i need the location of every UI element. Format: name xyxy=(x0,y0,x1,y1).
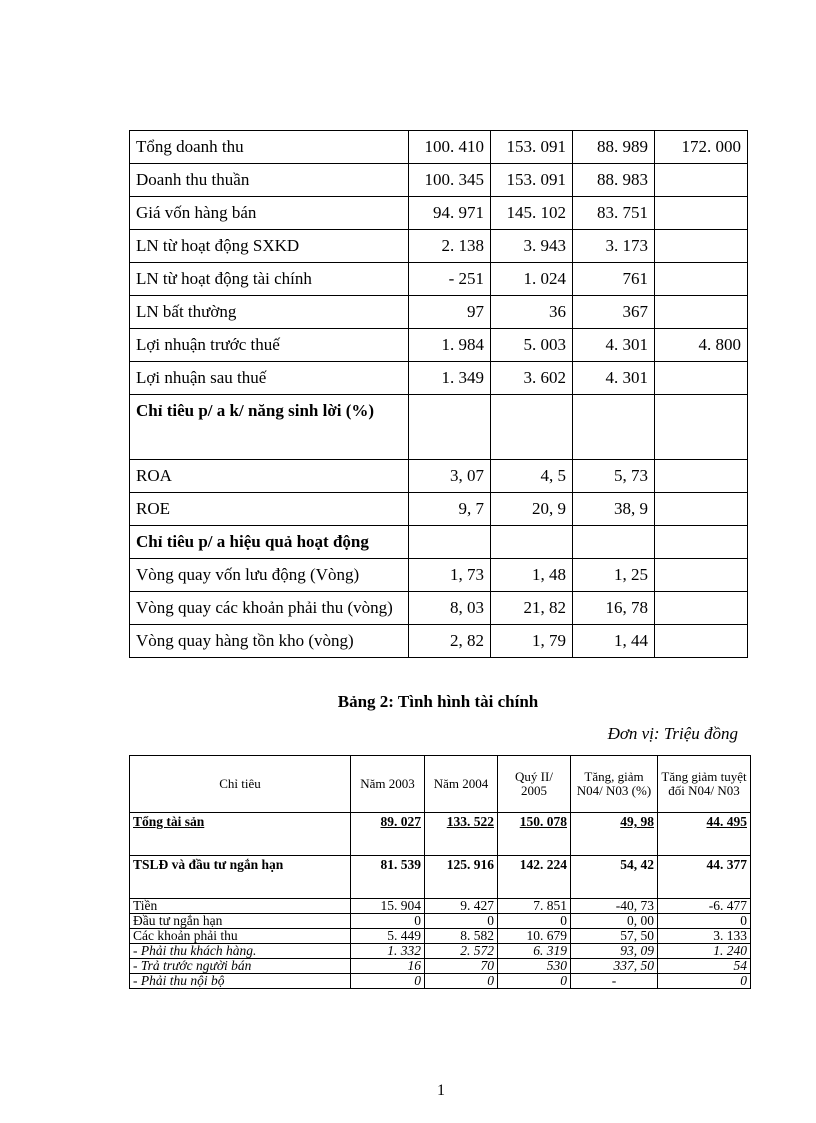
cell-2003: 15. 904 xyxy=(351,899,425,914)
cell-pct-change: 54, 42 xyxy=(571,856,658,899)
cell-plan xyxy=(655,230,748,263)
cell-2004: 9. 427 xyxy=(425,899,498,914)
cell-2004: 0 xyxy=(425,974,498,989)
cell-2005: 367 xyxy=(573,296,655,329)
cell-2003: 81. 539 xyxy=(351,856,425,899)
cell-2004: 0 xyxy=(425,914,498,929)
cell-plan xyxy=(655,362,748,395)
cell-2003: 100. 345 xyxy=(409,164,491,197)
table-row xyxy=(130,493,748,526)
cell-2003: 1. 984 xyxy=(409,329,491,362)
row-label: Tổng tài sản xyxy=(130,813,351,856)
table-row xyxy=(130,899,751,914)
cell-2004: 36 xyxy=(491,296,573,329)
cell-2005: 5, 73 xyxy=(573,460,655,493)
cell-plan xyxy=(655,395,748,460)
cell-plan xyxy=(655,526,748,559)
cell-q2-2005: 7. 851 xyxy=(498,899,571,914)
cell-2003: 2, 82 xyxy=(409,625,491,658)
table-row xyxy=(130,164,748,197)
cell-q2-2005: 10. 679 xyxy=(498,929,571,944)
cell-plan xyxy=(655,263,748,296)
row-label: Lợi nhuận sau thuế xyxy=(130,362,409,395)
cell-2003: 8, 03 xyxy=(409,592,491,625)
cell-2003 xyxy=(409,395,491,460)
table-row xyxy=(130,329,748,362)
table-row xyxy=(130,929,751,944)
cell-plan xyxy=(655,625,748,658)
financial-status-table xyxy=(129,755,751,989)
cell-q2-2005: 530 xyxy=(498,959,571,974)
table-row xyxy=(130,296,748,329)
cell-plan: 172. 000 xyxy=(655,131,748,164)
cell-plan xyxy=(655,296,748,329)
section-label: Chỉ tiêu p/ a hiệu quả hoạt động xyxy=(130,526,409,559)
cell-2005: 88. 989 xyxy=(573,131,655,164)
table-row xyxy=(130,944,751,959)
cell-2005: 38, 9 xyxy=(573,493,655,526)
cell-2003: 100. 410 xyxy=(409,131,491,164)
cell-q2-2005: 6. 319 xyxy=(498,944,571,959)
cell-plan xyxy=(655,460,748,493)
table-row xyxy=(130,230,748,263)
row-label: LN từ hoạt động tài chính xyxy=(130,263,409,296)
cell-2005: 761 xyxy=(573,263,655,296)
cell-2003: 94. 971 xyxy=(409,197,491,230)
cell-plan xyxy=(655,197,748,230)
table-row xyxy=(130,197,748,230)
table-caption: Bảng 2: Tình hình tài chính xyxy=(337,692,539,711)
cell-2004: 145. 102 xyxy=(491,197,573,230)
cell-2003: 9, 7 xyxy=(409,493,491,526)
table-row xyxy=(130,362,748,395)
cell-2004 xyxy=(491,395,573,460)
header-cell: Tăng, giảm N04/ N03 (%) xyxy=(571,756,658,813)
row-label: ROE xyxy=(130,493,409,526)
cell-2003: 3, 07 xyxy=(409,460,491,493)
cell-abs-change: 3. 133 xyxy=(658,929,751,944)
row-label: - Phải thu nội bộ xyxy=(130,974,351,989)
cell-abs-change: -6. 477 xyxy=(658,899,751,914)
cell-q2-2005: 0 xyxy=(498,914,571,929)
cell-plan: 4. 800 xyxy=(655,329,748,362)
cell-abs-change: 1. 240 xyxy=(658,944,751,959)
cell-2005 xyxy=(573,395,655,460)
row-label: - Phải thu khách hàng. xyxy=(130,944,351,959)
cell-pct-change: 337, 50 xyxy=(571,959,658,974)
cell-2003: 1. 349 xyxy=(409,362,491,395)
table-row xyxy=(130,974,751,989)
cell-2005: 3. 173 xyxy=(573,230,655,263)
cell-2004: 3. 602 xyxy=(491,362,573,395)
cell-pct-change: - xyxy=(571,974,658,989)
table-row xyxy=(130,460,748,493)
cell-2003: 0 xyxy=(351,974,425,989)
table-row xyxy=(130,131,748,164)
cell-plan xyxy=(655,164,748,197)
cell-abs-change: 44. 495 xyxy=(658,813,751,856)
cell-q2-2005: 0 xyxy=(498,974,571,989)
cell-2004: 1, 79 xyxy=(491,625,573,658)
cell-2003: 0 xyxy=(351,914,425,929)
row-label: Giá vốn hàng bán xyxy=(130,197,409,230)
cell-2004: 8. 582 xyxy=(425,929,498,944)
cell-plan xyxy=(655,559,748,592)
unit-label: Đơn vị: Triệu đồng xyxy=(607,724,738,743)
cell-2004: 70 xyxy=(425,959,498,974)
cell-q2-2005: 142. 224 xyxy=(498,856,571,899)
cell-2005 xyxy=(573,526,655,559)
cell-2004: 4, 5 xyxy=(491,460,573,493)
cell-2004: 133. 522 xyxy=(425,813,498,856)
cell-2004 xyxy=(491,526,573,559)
header-cell: Chỉ tiêu xyxy=(130,756,351,813)
table-row xyxy=(130,625,748,658)
cell-2005: 1, 44 xyxy=(573,625,655,658)
row-label: Vòng quay các khoản phải thu (vòng) xyxy=(130,592,409,625)
cell-abs-change: 0 xyxy=(658,974,751,989)
cell-2003: 89. 027 xyxy=(351,813,425,856)
cell-pct-change: 93, 09 xyxy=(571,944,658,959)
cell-2004: 1, 48 xyxy=(491,559,573,592)
cell-2004: 1. 024 xyxy=(491,263,573,296)
table-row xyxy=(130,592,748,625)
cell-2004: 21, 82 xyxy=(491,592,573,625)
table-row xyxy=(130,856,751,899)
cell-2003: 97 xyxy=(409,296,491,329)
row-label: Các khoản phải thu xyxy=(130,929,351,944)
row-label: - Trả trước người bán xyxy=(130,959,351,974)
row-label: Vòng quay vốn lưu động (Vòng) xyxy=(130,559,409,592)
cell-pct-change: 49, 98 xyxy=(571,813,658,856)
row-label: Đầu tư ngắn hạn xyxy=(130,914,351,929)
page-number: 1 xyxy=(437,1082,445,1099)
row-label: Tổng doanh thu xyxy=(130,131,409,164)
cell-q2-2005: 150. 078 xyxy=(498,813,571,856)
row-label: Lợi nhuận trước thuế xyxy=(130,329,409,362)
table-row xyxy=(130,959,751,974)
cell-2005: 16, 78 xyxy=(573,592,655,625)
header-cell: Quý II/ 2005 xyxy=(498,756,571,813)
section-row xyxy=(130,526,748,559)
cell-2003: - 251 xyxy=(409,263,491,296)
section-label: Chỉ tiêu p/ a k/ năng sinh lời (%) xyxy=(130,395,409,460)
cell-2004: 153. 091 xyxy=(491,164,573,197)
income-table xyxy=(129,130,748,658)
cell-plan xyxy=(655,592,748,625)
table-row xyxy=(130,559,748,592)
section-row xyxy=(130,395,748,460)
cell-2004: 20, 9 xyxy=(491,493,573,526)
cell-2005: 4. 301 xyxy=(573,362,655,395)
cell-2005: 4. 301 xyxy=(573,329,655,362)
cell-2005: 88. 983 xyxy=(573,164,655,197)
cell-2003: 16 xyxy=(351,959,425,974)
cell-2004: 153. 091 xyxy=(491,131,573,164)
cell-pct-change: -40, 73 xyxy=(571,899,658,914)
cell-2003: 5. 449 xyxy=(351,929,425,944)
cell-abs-change: 54 xyxy=(658,959,751,974)
header-row xyxy=(130,756,751,813)
cell-2004: 5. 003 xyxy=(491,329,573,362)
cell-2003: 1. 332 xyxy=(351,944,425,959)
cell-2003 xyxy=(409,526,491,559)
cell-2004: 2. 572 xyxy=(425,944,498,959)
cell-pct-change: 57, 50 xyxy=(571,929,658,944)
table-row xyxy=(130,263,748,296)
cell-abs-change: 0 xyxy=(658,914,751,929)
cell-2005: 83. 751 xyxy=(573,197,655,230)
row-label: ROA xyxy=(130,460,409,493)
row-label: LN từ hoạt động SXKD xyxy=(130,230,409,263)
table-row xyxy=(130,914,751,929)
header-cell: Năm 2003 xyxy=(351,756,425,813)
row-label: Doanh thu thuần xyxy=(130,164,409,197)
cell-2004: 125. 916 xyxy=(425,856,498,899)
row-label: Tiền xyxy=(130,899,351,914)
cell-2003: 1, 73 xyxy=(409,559,491,592)
row-label: TSLĐ và đầu tư ngắn hạn xyxy=(130,856,351,899)
cell-2003: 2. 138 xyxy=(409,230,491,263)
header-cell: Tăng giảm tuyệt đối N04/ N03 xyxy=(658,756,751,813)
cell-plan xyxy=(655,493,748,526)
row-label: Vòng quay hàng tồn kho (vòng) xyxy=(130,625,409,658)
cell-2004: 3. 943 xyxy=(491,230,573,263)
cell-2005: 1, 25 xyxy=(573,559,655,592)
cell-abs-change: 44. 377 xyxy=(658,856,751,899)
header-cell: Năm 2004 xyxy=(425,756,498,813)
row-label: LN bất thường xyxy=(130,296,409,329)
table-row xyxy=(130,813,751,856)
cell-pct-change: 0, 00 xyxy=(571,914,658,929)
